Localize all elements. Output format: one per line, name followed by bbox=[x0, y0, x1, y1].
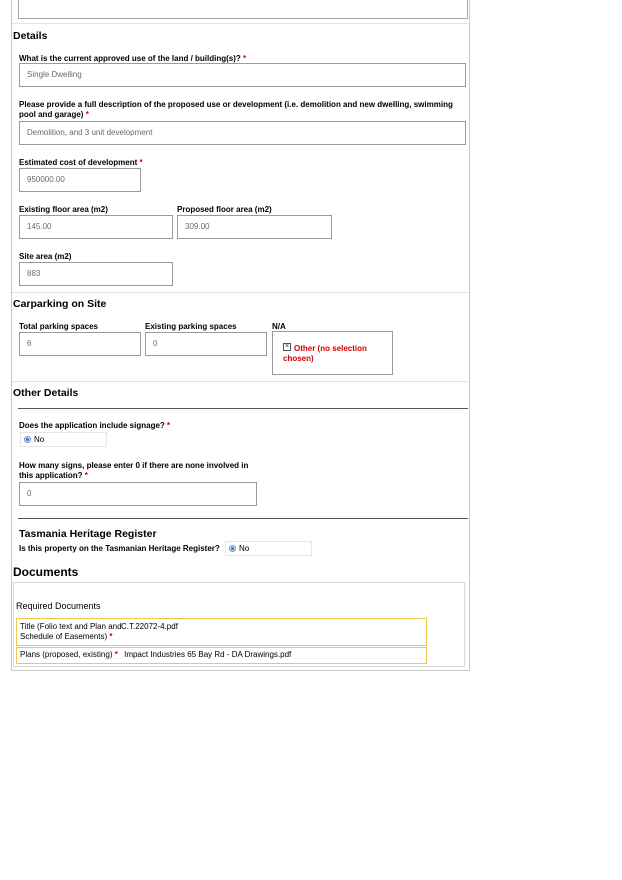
existing-floor-input[interactable]: 145.00 bbox=[19, 215, 173, 239]
previous-field-box bbox=[18, 0, 468, 19]
signage-radio-group[interactable] bbox=[20, 432, 107, 447]
total-parking-input[interactable]: 6 bbox=[19, 332, 141, 356]
existing-floor-label: Existing floor area (m2) bbox=[19, 205, 108, 214]
na-select-box[interactable] bbox=[272, 331, 393, 375]
signage-value: No bbox=[34, 435, 45, 444]
na-label: N/A bbox=[272, 322, 286, 331]
required-marker: * bbox=[139, 158, 143, 167]
site-area-label: Site area (m2) bbox=[19, 252, 72, 261]
documents-heading: Documents bbox=[13, 565, 79, 579]
title-document-label: Title (Folio text and Plan and Schedule of Easements) * bbox=[20, 622, 122, 641]
required-documents-subheading: Required Documents bbox=[16, 601, 101, 611]
description-label: Please provide a full description of the proposed use or development (i.e. demolition and new dwelling, swimming pool and garage) * bbox=[19, 100, 453, 119]
description-input[interactable]: Demolition, and 3 unit development bbox=[19, 121, 466, 145]
signs-count-input[interactable]: 0 bbox=[19, 482, 257, 506]
na-option-text: Other (no selection chosen) bbox=[283, 344, 367, 363]
required-marker: * bbox=[109, 632, 113, 641]
required-marker: * bbox=[84, 471, 88, 480]
checkbox-cross-icon[interactable]: × bbox=[284, 343, 290, 350]
proposed-floor-input[interactable]: 309.00 bbox=[177, 215, 332, 239]
section-separator bbox=[12, 23, 468, 24]
heritage-radio-group[interactable] bbox=[225, 541, 312, 556]
section-separator bbox=[12, 292, 468, 293]
title-document-row bbox=[16, 618, 427, 646]
radio-selected-icon[interactable] bbox=[229, 545, 236, 552]
plans-document-file[interactable]: Impact Industries 65 Bay Rd - DA Drawings.pdf bbox=[124, 650, 292, 659]
heritage-question: Is this property on the Tasmanian Heritage Register? bbox=[19, 544, 220, 553]
site-area-input[interactable]: 883 bbox=[19, 262, 173, 286]
required-marker: * bbox=[167, 421, 171, 430]
section-separator bbox=[12, 381, 468, 382]
signs-count-label: How many signs, please enter 0 if there are none involved in this application? * bbox=[19, 461, 249, 480]
title-document-file[interactable]: C.T.22072-4.pdf bbox=[121, 622, 178, 631]
details-heading: Details bbox=[13, 30, 48, 42]
required-marker: * bbox=[243, 54, 247, 63]
heritage-value: No bbox=[239, 544, 250, 553]
total-parking-label: Total parking spaces bbox=[19, 322, 98, 331]
section-rule bbox=[18, 518, 468, 519]
existing-parking-label: Existing parking spaces bbox=[145, 322, 237, 331]
plans-document-label: Plans (proposed, existing) bbox=[20, 650, 113, 659]
plans-document-row bbox=[16, 647, 427, 664]
proposed-floor-label: Proposed floor area (m2) bbox=[177, 205, 272, 214]
carparking-heading: Carparking on Site bbox=[13, 298, 107, 310]
other-details-heading: Other Details bbox=[13, 387, 79, 399]
current-use-label: What is the current approved use of the land / building(s)? * bbox=[19, 54, 247, 63]
existing-parking-input[interactable]: 0 bbox=[145, 332, 267, 356]
signage-label: Does the application include signage? * bbox=[19, 421, 171, 430]
heritage-heading: Tasmania Heritage Register bbox=[19, 528, 157, 540]
required-marker: * bbox=[85, 110, 89, 119]
required-marker: * bbox=[114, 650, 118, 659]
cost-label: Estimated cost of development * bbox=[19, 158, 143, 167]
cost-input[interactable]: 950000.00 bbox=[19, 168, 141, 192]
section-rule bbox=[18, 408, 468, 409]
current-use-input[interactable]: Single Dwelling bbox=[19, 63, 466, 87]
radio-selected-icon[interactable] bbox=[24, 436, 31, 443]
